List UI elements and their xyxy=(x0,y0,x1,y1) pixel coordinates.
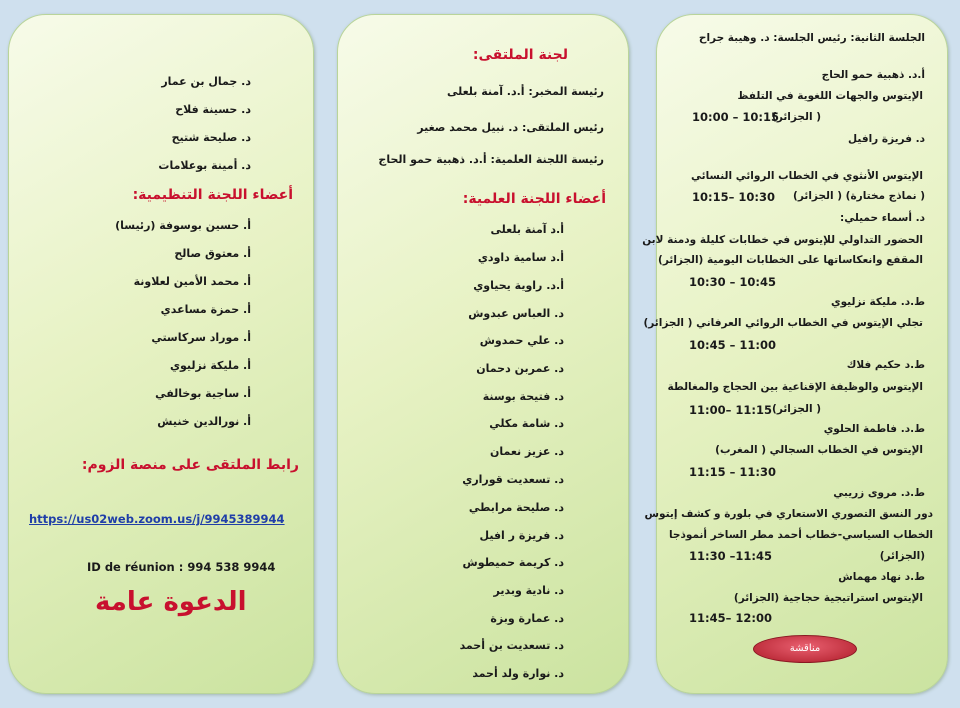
name-line: د. جمال بن عمار xyxy=(161,75,251,88)
talk-time: 11:00– 11:15 xyxy=(689,403,772,417)
org-member: أ. حمزة مساعدي xyxy=(160,303,251,316)
discussion-button[interactable]: مناقشة xyxy=(753,635,857,663)
scientific-member: د. عمارة وبزة xyxy=(490,612,564,625)
scientific-member: أ.د آمنة بلعلى xyxy=(490,223,564,236)
talk-country: ( الجزائر) xyxy=(772,403,821,415)
middle-panel xyxy=(337,14,629,694)
talk-title: (الجزائر) xyxy=(879,550,925,562)
scientific-member: د. عمربن دحمان xyxy=(476,362,564,375)
talk-title: الإيتوس والوظيفة الإقناعية بين الحجاج والمغالطة xyxy=(667,381,923,393)
scientific-committee-title: أعضاء اللجنة العلمية: xyxy=(462,191,606,207)
right-panel xyxy=(642,14,948,694)
speaker: د. فريزة رافيل xyxy=(848,133,925,145)
talk-title: الحضور التداولي للإيتوس في خطابات كليلة ودمنة لابن xyxy=(642,234,923,246)
name-line: د. صليحة شتيح xyxy=(171,131,251,144)
session-header: الجلسة الثانية: رئيس الجلسة: د. وهيبة جراح xyxy=(698,32,925,44)
org-committee-title: أعضاء اللجنة التنظيمية: xyxy=(132,187,293,203)
talk-time: 10:00 – 10:15 xyxy=(692,110,779,124)
talk-title: المقفع وانعكاساتها على الخطابات اليومية (الجزائر) xyxy=(658,254,923,266)
talk-time: 11:45– 12:00 xyxy=(689,611,772,625)
talk-time: 10:15– 10:30 xyxy=(692,190,775,204)
scientific-member: د. كريمة حميطوش xyxy=(462,556,564,569)
committee-line: رئيس الملتقى: د. نبيل محمد صغير xyxy=(417,121,604,134)
scientific-member: د. العباس عبدوش xyxy=(468,307,564,320)
committee-line: رئيسة المخبر: أ.د. آمنة بلعلى xyxy=(446,85,604,98)
committee-title: لجنة الملتقى: xyxy=(472,47,568,63)
scientific-member: د. عزيز نعمان xyxy=(489,445,564,458)
org-member: أ. معتوق صالح xyxy=(174,247,251,260)
scientific-member: د. شامة مكلي xyxy=(489,417,564,430)
speaker: ط.د حكيم فلاك xyxy=(846,359,925,371)
org-member: أ. نورالدين خنيش xyxy=(157,415,251,428)
org-member: أ. موراد سركاستي xyxy=(151,331,251,344)
talk-time: 10:45 – 11:00 xyxy=(689,338,776,352)
speaker: ط.د نهاد مهماش xyxy=(838,571,925,583)
scientific-member: د. تسعديت بن أحمد xyxy=(459,639,564,652)
scientific-member: د. نوارة ولد أحمد xyxy=(472,667,564,680)
scientific-member: د. تسعديت قوراري xyxy=(462,473,564,486)
org-member: أ. حسين بوسوفة (رئيسا) xyxy=(115,219,251,232)
meeting-id: ID de réunion : 994 538 9944 xyxy=(87,560,276,574)
zoom-link[interactable]: https://us02web.zoom.us/j/9945389944 xyxy=(29,512,285,526)
speaker: د. أسماء حميلي: xyxy=(840,212,925,224)
scientific-member: د. صليحة مرابطي xyxy=(468,501,564,514)
scientific-member: د. علي حمدوش xyxy=(479,334,564,347)
name-line: د. حسينة فلاح xyxy=(175,103,251,116)
left-panel xyxy=(8,14,314,694)
zoom-title: رابط الملتقى على منصة الزوم: xyxy=(81,457,299,473)
speaker: أ.د. ذهبية حمو الحاج xyxy=(821,69,925,81)
talk-title: الإيتوس في الخطاب السجالي ( المغرب) xyxy=(715,444,923,456)
talk-title: الخطاب السياسي-خطاب أحمد مطر الساخر أنموذجا xyxy=(668,529,933,541)
committee-line: رئيسة اللجنة العلمية: أ.د. ذهبية حمو الحاج xyxy=(378,153,604,166)
talk-title: تجلي الإيتوس في الخطاب الروائي العرفاني ( الجزائر) xyxy=(643,317,923,329)
talk-title: الإيتوس والجهات اللغوية في التلفظ xyxy=(737,90,923,102)
talk-title: الإيتوس استراتيجية حجاجية (الجزائر) xyxy=(733,592,923,604)
scientific-member: أ.د. راوية يحياوي xyxy=(473,279,564,292)
talk-title: الإيتوس الأنثوي في الخطاب الروائي النسائي xyxy=(691,170,923,182)
speaker: ط.د. مروى زريبي xyxy=(833,487,925,499)
scientific-member: أ.د سامية داودي xyxy=(477,251,564,264)
scientific-member: د. فتيحة بوسنة xyxy=(482,390,564,403)
talk-country: ( الجزائر) xyxy=(772,111,821,123)
name-line: د. أمينة بوعلامات xyxy=(158,159,251,172)
scientific-member: د. فريزة ر افيل xyxy=(479,529,564,542)
talk-time: 11:30 –11:45 xyxy=(689,549,772,563)
org-member: أ. مليكة نزليوي xyxy=(169,359,251,372)
open-invitation: الدعوة عامة xyxy=(95,587,247,617)
scientific-member: د. نادية وبدير xyxy=(493,584,564,597)
org-member: أ. ساجية بوخالفي xyxy=(155,387,251,400)
org-member: أ. محمد الأمين لعلاونة xyxy=(133,275,251,288)
talk-time: 10:30 – 10:45 xyxy=(689,275,776,289)
talk-time: 11:15 – 11:30 xyxy=(689,465,776,479)
speaker: ط.د. مليكة نزليوي xyxy=(830,296,925,308)
speaker: ط.د. فاطمة الحلوي xyxy=(823,423,925,435)
talk-title: دور النسق التصوري الاستعاري في بلورة و كشف إيتوس xyxy=(644,508,933,520)
talk-country: ( نماذج مختارة) ( الجزائر) xyxy=(793,190,925,202)
